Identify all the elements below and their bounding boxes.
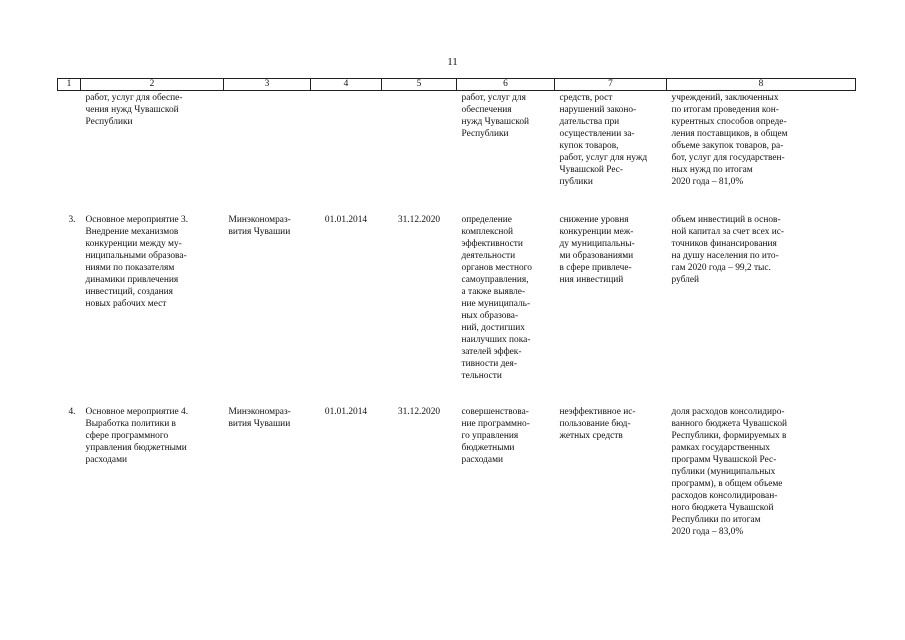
text-line: точников финансирования bbox=[671, 239, 777, 249]
executor-cell-text bbox=[224, 214, 311, 238]
text-line: ниями по показателям bbox=[85, 263, 175, 273]
text-line: учреждений, заключенных bbox=[671, 93, 779, 103]
row-spacer bbox=[58, 188, 856, 214]
indicator-cell bbox=[667, 406, 856, 538]
start-date-cell bbox=[311, 214, 382, 382]
text-line: объеме закупок товаров, ра- bbox=[671, 141, 784, 151]
row-spacer bbox=[58, 382, 856, 406]
table-row bbox=[58, 214, 856, 382]
text-line: определение bbox=[461, 215, 512, 225]
text-line: ний, достигших bbox=[461, 323, 525, 333]
text-line: доля расходов консолидиро- bbox=[671, 407, 785, 417]
text-line: в сфере привлече- bbox=[559, 263, 632, 273]
text-line: бот, услуг для государствен- bbox=[671, 153, 785, 163]
text-line: Республики bbox=[461, 129, 509, 139]
text-line: органов местного bbox=[461, 263, 532, 273]
text-line: Основное мероприятие 3. bbox=[85, 215, 189, 225]
text-line: Республики по итогам bbox=[671, 515, 761, 525]
text-line: объем инвестиций в основ- bbox=[671, 215, 781, 225]
event-cell-text bbox=[81, 406, 224, 466]
text-line: Республики, формируемых в bbox=[671, 431, 787, 441]
spacer-cell bbox=[224, 188, 311, 214]
text-line: инвестиций, создания bbox=[85, 287, 173, 297]
column-header: 5 bbox=[382, 79, 457, 91]
indicator-cell-text bbox=[667, 214, 856, 286]
text-line: по итогам проведения кон- bbox=[671, 105, 779, 115]
text-line: 2020 года – 81,0% bbox=[671, 177, 744, 187]
text-line: публики bbox=[559, 177, 593, 187]
text-line: осуществлении за- bbox=[559, 129, 635, 139]
text-line: ванного бюджета Чувашской bbox=[671, 419, 788, 429]
text-line: комплексной bbox=[461, 227, 514, 237]
direction-cell bbox=[457, 214, 555, 382]
text-line: программ), в общем объеме bbox=[671, 479, 783, 489]
text-line: Чувашской Рес- bbox=[559, 165, 624, 175]
consequence-cell-text bbox=[555, 406, 667, 442]
column-header: 4 bbox=[311, 79, 382, 91]
executor-cell bbox=[224, 214, 311, 382]
program-table bbox=[57, 78, 856, 538]
text-line: программ Чувашской Рес- bbox=[671, 455, 777, 465]
text-line: нужд Чувашской bbox=[461, 117, 530, 127]
event-cell-text bbox=[81, 214, 224, 310]
start-date-cell-text: 01.01.2014 bbox=[324, 407, 368, 417]
consequence-cell bbox=[555, 214, 667, 382]
indicator-cell-text bbox=[667, 406, 856, 538]
text-line: ной капитал за счет всех ис- bbox=[671, 227, 785, 237]
text-line: нарушений законо- bbox=[559, 105, 637, 115]
text-line: а также выявле- bbox=[461, 287, 526, 297]
executor-cell bbox=[224, 91, 311, 189]
spacer-cell bbox=[81, 188, 224, 214]
event-cell-text bbox=[81, 92, 224, 128]
text-line: ния инвестиций bbox=[559, 275, 624, 285]
text-line: обеспечения bbox=[461, 105, 512, 115]
spacer-cell bbox=[224, 382, 311, 406]
text-line: ние муниципаль- bbox=[461, 299, 531, 309]
start-date-cell-text: 01.01.2014 bbox=[324, 215, 368, 225]
text-line: сфере программного bbox=[85, 431, 169, 441]
column-header: 8 bbox=[667, 79, 856, 91]
text-line: чения нужд Чувашской bbox=[85, 105, 179, 115]
end-date-cell bbox=[382, 406, 457, 538]
text-line: ных образова- bbox=[461, 311, 519, 321]
text-line: пользование бюд- bbox=[559, 419, 631, 429]
text-line: Минэкономраз- bbox=[228, 407, 291, 417]
direction-cell-text bbox=[457, 92, 555, 140]
text-line: управления бюджетными bbox=[85, 443, 187, 453]
row-number bbox=[58, 406, 81, 538]
text-line: Основное мероприятие 4. bbox=[85, 407, 189, 417]
consequence-cell-text bbox=[555, 92, 667, 188]
spacer-cell bbox=[457, 382, 555, 406]
row-number-text: 3. bbox=[68, 215, 76, 225]
text-line: вития Чувашии bbox=[228, 227, 291, 237]
spacer-cell bbox=[311, 188, 382, 214]
consequence-cell-text bbox=[555, 214, 667, 286]
text-line: расходами bbox=[461, 455, 504, 465]
text-line: работ, услуг для обеспе- bbox=[85, 93, 183, 103]
text-line: Выработка политики в bbox=[85, 419, 176, 429]
text-line: 2020 года – 83,0% bbox=[671, 527, 744, 537]
text-line: расходами bbox=[85, 455, 128, 465]
text-line: работ, услуг для bbox=[461, 93, 526, 103]
column-header: 1 bbox=[58, 79, 81, 91]
executor-cell bbox=[224, 406, 311, 538]
text-line: ние программно- bbox=[461, 419, 530, 429]
text-line: снижение уровня bbox=[559, 215, 629, 225]
text-line: наилучших пока- bbox=[461, 335, 531, 345]
text-line: ниципальными образова- bbox=[85, 251, 187, 261]
text-line: ного бюджета Чувашской bbox=[671, 503, 774, 513]
indicator-cell-text bbox=[667, 92, 856, 188]
indicator-cell bbox=[667, 91, 856, 189]
text-line: ления поставщиков, в общем bbox=[671, 129, 788, 139]
text-line: Минэкономраз- bbox=[228, 215, 291, 225]
column-header: 3 bbox=[224, 79, 311, 91]
start-date-cell bbox=[311, 406, 382, 538]
row-number bbox=[58, 91, 81, 189]
spacer-cell bbox=[382, 188, 457, 214]
text-line: курентных способов опреде- bbox=[671, 117, 787, 127]
end-date-cell-text: 31.12.2020 bbox=[397, 407, 441, 417]
spacer-cell bbox=[555, 382, 667, 406]
text-line: самоуправления, bbox=[461, 275, 529, 285]
text-line: публики (муниципальных bbox=[671, 467, 776, 477]
spacer-cell bbox=[58, 188, 81, 214]
row-number bbox=[58, 214, 81, 382]
spacer-cell bbox=[311, 382, 382, 406]
text-line: ных нужд по итогам bbox=[671, 165, 753, 175]
row-number-text: 4. bbox=[68, 407, 76, 417]
text-line: неэффективное ис- bbox=[559, 407, 636, 417]
text-line: динамики привлечения bbox=[85, 275, 179, 285]
direction-cell-text bbox=[457, 406, 555, 466]
page-number: 11 bbox=[447, 56, 458, 68]
end-date-cell bbox=[382, 214, 457, 382]
text-line: средств, рост bbox=[559, 93, 613, 103]
spacer-cell bbox=[667, 188, 856, 214]
text-line: на душу населения по ито- bbox=[671, 251, 779, 261]
event-cell bbox=[81, 214, 224, 382]
text-line: расходов консолидирован- bbox=[671, 491, 778, 501]
table-body bbox=[58, 91, 856, 539]
table-row bbox=[58, 406, 856, 538]
spacer-cell bbox=[58, 382, 81, 406]
end-date-cell bbox=[382, 91, 457, 189]
text-line: дательства при bbox=[559, 117, 620, 127]
text-line: эффективности bbox=[461, 239, 523, 249]
column-header: 6 bbox=[457, 79, 555, 91]
direction-cell bbox=[457, 91, 555, 189]
text-line: ми образованиями bbox=[559, 251, 634, 261]
end-date-cell-text: 31.12.2020 bbox=[397, 215, 441, 225]
start-date-cell bbox=[311, 91, 382, 189]
text-line: тивности дея- bbox=[461, 359, 517, 369]
column-header: 2 bbox=[81, 79, 224, 91]
text-line: деятельности bbox=[461, 251, 516, 261]
indicator-cell bbox=[667, 214, 856, 382]
text-line: новых рабочих мест bbox=[85, 299, 167, 309]
text-line: зателей эффек- bbox=[461, 347, 522, 357]
text-line: конкуренции между му- bbox=[85, 239, 182, 249]
table-row bbox=[58, 91, 856, 189]
text-line: го управления bbox=[461, 431, 519, 441]
spacer-cell bbox=[382, 382, 457, 406]
text-line: рамках государственных bbox=[671, 443, 770, 453]
text-line: работ, услуг для нужд bbox=[559, 153, 648, 163]
text-line: Республики bbox=[85, 117, 133, 127]
direction-cell bbox=[457, 406, 555, 538]
column-header: 7 bbox=[555, 79, 667, 91]
text-line: совершенствова- bbox=[461, 407, 529, 417]
executor-cell-text bbox=[224, 406, 311, 430]
spacer-cell bbox=[667, 382, 856, 406]
text-line: вития Чувашии bbox=[228, 419, 291, 429]
consequence-cell bbox=[555, 406, 667, 538]
text-line: гам 2020 года – 99,2 тыс. bbox=[671, 263, 771, 273]
spacer-cell bbox=[555, 188, 667, 214]
text-line: ду муниципальны- bbox=[559, 239, 635, 249]
column-number-row bbox=[58, 79, 856, 91]
direction-cell-text bbox=[457, 214, 555, 382]
text-line: рублей bbox=[671, 275, 700, 285]
text-line: бюджетными bbox=[461, 443, 515, 453]
text-line: Внедрение механизмов bbox=[85, 227, 179, 237]
event-cell bbox=[81, 91, 224, 189]
event-cell bbox=[81, 406, 224, 538]
spacer-cell bbox=[81, 382, 224, 406]
text-line: конкуренции меж- bbox=[559, 227, 634, 237]
text-line: тельности bbox=[461, 371, 502, 381]
consequence-cell bbox=[555, 91, 667, 189]
text-line: жетных средств bbox=[559, 431, 623, 441]
spacer-cell bbox=[457, 188, 555, 214]
text-line: купок товаров, bbox=[559, 141, 619, 151]
